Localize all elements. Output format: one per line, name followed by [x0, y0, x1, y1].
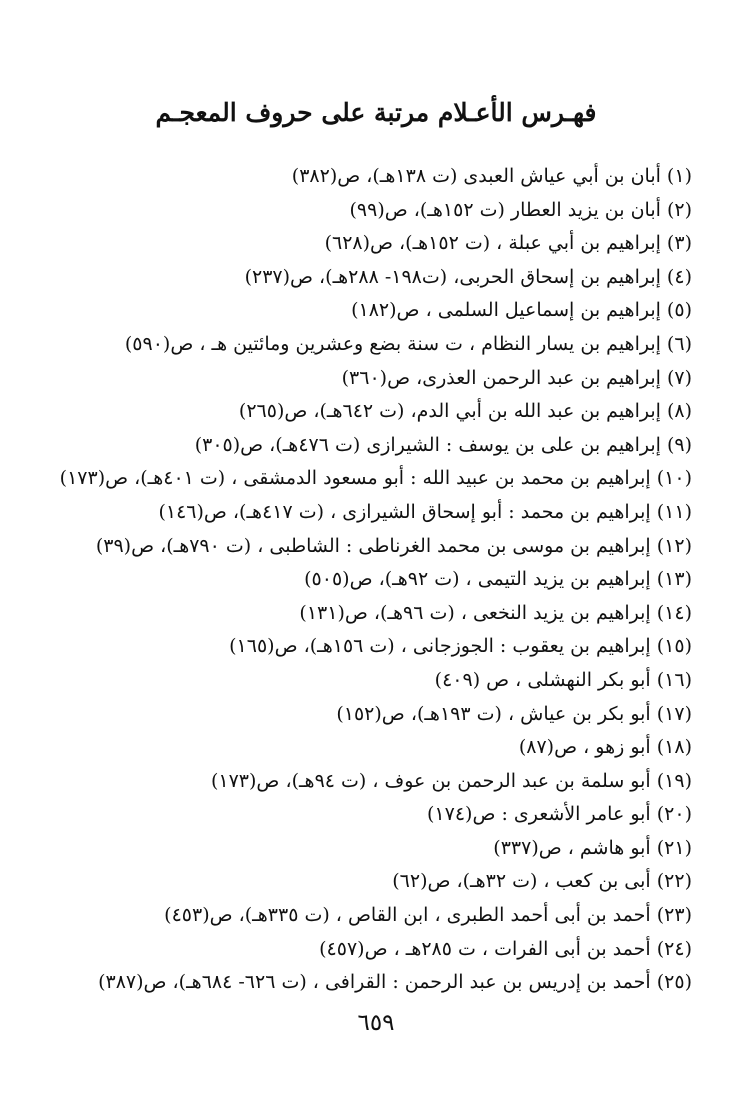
- index-entry: (٣) إبراهيم بن أبي عبلة ، (ت ١٥٢هـ)، ص(٦٢٨): [324, 232, 692, 255]
- index-list: [2, 160, 692, 1000]
- index-entry: (٢٣) أحمد بن أبى أحمد الطبرى ، ابن القاص ، (ت ٣٣٥هـ)، ص(٤٥٣): [164, 904, 692, 927]
- page-title: فهـرس الأعـلام مرتبة على حروف المعجـم: [155, 98, 597, 127]
- index-entry: (٢٠) أبو عامر الأشعرى : ص(١٧٤): [426, 803, 692, 826]
- index-entry: (٨) إبراهيم بن عبد الله بن أبي الدم، (ت ٦٤٢هـ)، ص(٢٦٥): [238, 400, 692, 423]
- index-entry: (٩) إبراهيم بن على بن يوسف : الشيرازى (ت ٤٧٦هـ)، ص(٣٠٥): [194, 433, 692, 456]
- index-entry: (١٨) أبو زهو ، ص(٨٧): [518, 736, 692, 759]
- index-entry: (٢٤) أحمد بن أبى الفرات ، ت ٢٨٥هـ ، ص(٤٥٧): [319, 937, 692, 960]
- index-entry: (١٥) إبراهيم بن يعقوب : الجوزجانى ، (ت ١٥٦هـ)، ص(١٦٥): [229, 635, 692, 658]
- index-entry: (١٦) أبو بكر النهشلى ، ص (٤٠٩): [434, 668, 692, 691]
- index-entry: (٢٢) أبى بن كعب ، (ت ٣٢هـ)، ص(٦٢): [392, 870, 692, 893]
- index-entry: (٢١) أبو هاشم ، ص(٣٣٧): [493, 836, 692, 859]
- index-entry: (١١) إبراهيم بن محمد : أبو إسحاق الشيرازى ، (ت ٤١٧هـ)، ص(١٤٦): [158, 500, 692, 523]
- index-entry: (١٧) أبو بكر بن عياش ، (ت ١٩٣هـ)، ص(١٥٢): [336, 702, 692, 725]
- page-number: ٦٥٩: [357, 1010, 395, 1036]
- index-entry: (١٤) إبراهيم بن يزيد النخعى ، (ت ٩٦هـ)، ص(١٣١): [299, 601, 692, 624]
- index-entry: (١٩) أبو سلمة بن عبد الرحمن بن عوف ، (ت ٩٤هـ)، ص(١٧٣): [210, 769, 692, 792]
- index-entry: (٧) إبراهيم بن عبد الرحمن العذرى، ص(٣٦٠): [341, 366, 692, 389]
- index-entry: (٢٥) أحمد بن إدريس بن عبد الرحمن : القرافى ، (ت ٦٢٦- ٦٨٤هـ)، ص(٣٨٧): [98, 971, 692, 994]
- index-entry: (٤) إبراهيم بن إسحاق الحربى، (ت١٩٨- ٢٨٨هـ)، ص(٢٣٧): [244, 265, 692, 288]
- index-entry: (١) أبان بن أبي عياش العبدى (ت ١٣٨هـ)، ص(٣٨٢): [291, 165, 692, 187]
- index-entry: (٥) إبراهيم بن إسماعيل السلمى ، ص(١٨٢): [351, 299, 692, 322]
- index-entry: (٢) أبان بن يزيد العطار (ت ١٥٢هـ)، ص(٩٩): [349, 198, 692, 221]
- index-entry: (١٢) إبراهيم بن موسى بن محمد الغرناطى : الشاطبى ، (ت ٧٩٠هـ)، ص(٣٩): [95, 534, 692, 557]
- index-entry: (٦) إبراهيم بن يسار النظام ، ت سنة بضع وعشرين ومائتين هـ ، ص(٥٩٠): [124, 332, 692, 355]
- index-entry: (١٣) إبراهيم بن يزيد التيمى ، (ت ٩٢هـ)، ص(٥٠٥): [304, 568, 692, 591]
- index-entry: (١٠) إبراهيم بن محمد بن عبيد الله : أبو مسعود الدمشقى ، (ت ٤٠١هـ)، ص(١٧٣): [59, 467, 692, 490]
